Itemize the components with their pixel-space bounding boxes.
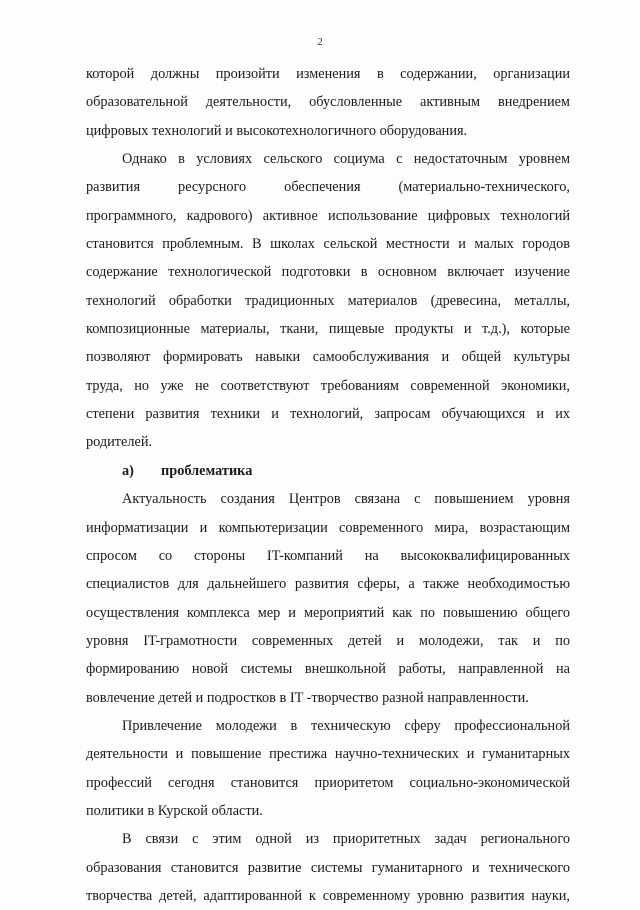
text-line: политики в Курской области.: [86, 802, 263, 819]
text-line: цифровых технологий и высокотехнологичного оборудования.: [86, 122, 468, 139]
text-line: профессий сегодня становится приоритетом социально-экономической: [86, 774, 570, 791]
text-line: деятельности и повышение престижа научно-технических и гуманитарных: [86, 746, 570, 763]
text-line: уровня IT-грамотности современных детей и молодежи, так и по: [86, 632, 570, 649]
paragraph-relevance: [86, 485, 570, 712]
text-line: степени развития техники и технологий, запросам обучающихся и их: [86, 406, 570, 423]
text-line: композиционные материалы, ткани, пищевые продукты и т.д.), которые: [86, 321, 570, 338]
text-line: позволяют формировать навыки самообслуживания и общей культуры: [86, 349, 570, 366]
text-line: специалистов для дальнейшего развития сферы, а также необходимостью: [86, 576, 570, 593]
text-line: осуществления комплекса мер и мероприятий как по повышению общего: [86, 604, 570, 621]
paragraph-youth: [86, 712, 570, 825]
text-line: Однако в условиях сельского социума с недостаточным уровнем: [122, 151, 570, 168]
text-line: программного, кадрового) активное использование цифровых технологий: [86, 207, 570, 224]
page-number: 2: [317, 36, 323, 48]
text-line: содержание технологической подготовки в основном включает изучение: [86, 264, 570, 281]
text-line: творчества детей, адаптированной к современному уровню развития науки,: [86, 887, 570, 904]
document-body: [86, 60, 570, 910]
text-line: информатизации и компьютеризации современного мира, возрастающим: [86, 519, 570, 536]
text-line: образования становится развитие системы гуманитарного и технического: [86, 859, 570, 876]
text-line: В связи с этим одной из приоритетных задач регионального: [122, 831, 570, 848]
text-line: родителей.: [86, 434, 153, 451]
text-line: развития ресурсного обеспечения (материально-технического,: [86, 179, 570, 196]
section-heading: [86, 457, 570, 485]
text-line: Привлечение молодежи в техническую сферу профессиональной: [122, 717, 570, 734]
text-line: которой должны произойти изменения в содержании, организации: [86, 66, 570, 82]
heading-marker: а): [122, 462, 134, 479]
text-line: вовлечение детей и подростков в IT -творчество разной направленности.: [86, 689, 529, 706]
paragraph-regional-tasks: [86, 825, 570, 910]
text-line: спросом со стороны IT-компаний на высококвалифицированных: [86, 547, 570, 564]
heading-title: проблематика: [161, 462, 253, 479]
text-line: труда, но уже не соответствуют требованиям современной экономики,: [86, 377, 570, 394]
text-line: становится проблемным. В школах сельской местности и малых городов: [86, 236, 570, 253]
paragraph-continuation: [86, 60, 570, 145]
text-line: формированию новой системы внешкольной работы, направленной на: [86, 661, 570, 678]
text-line: технологий обработки традиционных материалов (древесина, металлы,: [86, 292, 570, 309]
paragraph-rural-context: [86, 145, 570, 457]
text-line: Актуальность создания Центров связана с повышением уровня: [122, 491, 570, 508]
text-line: образовательной деятельности, обусловленные активным внедрением: [86, 94, 570, 111]
